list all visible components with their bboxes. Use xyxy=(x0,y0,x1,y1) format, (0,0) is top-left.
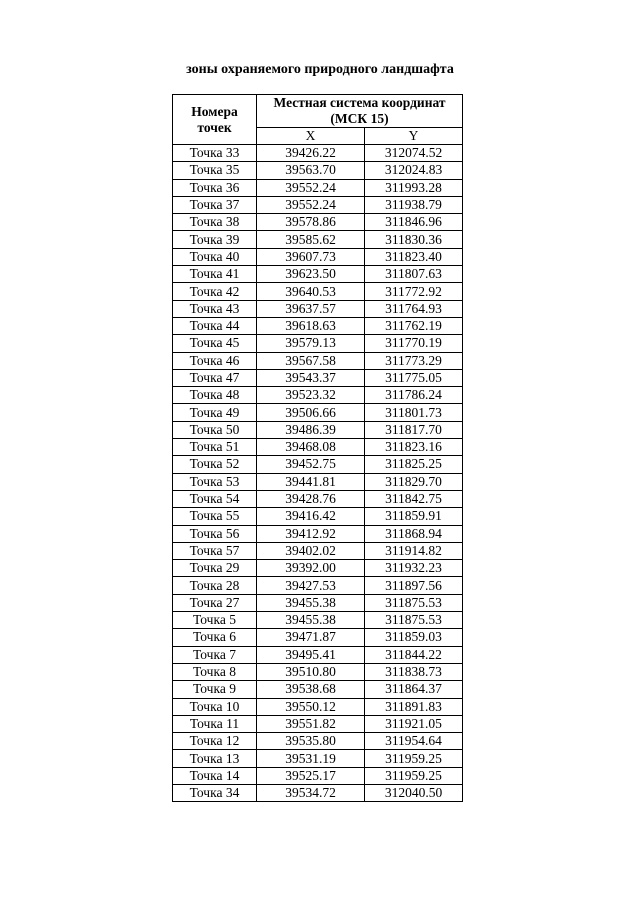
cell-point: Точка 12 xyxy=(173,733,257,750)
table-row xyxy=(173,629,463,646)
cell-y: 311764.93 xyxy=(365,300,463,317)
cell-point: Точка 5 xyxy=(173,612,257,629)
cell-y: 312040.50 xyxy=(365,784,463,801)
cell-point: Точка 50 xyxy=(173,421,257,438)
cell-point: Точка 49 xyxy=(173,404,257,421)
table-row xyxy=(173,698,463,715)
table-row xyxy=(173,508,463,525)
cell-point: Точка 54 xyxy=(173,490,257,507)
cell-x: 39427.53 xyxy=(257,577,365,594)
cell-x: 39585.62 xyxy=(257,231,365,248)
cell-y: 311891.83 xyxy=(365,698,463,715)
cell-x: 39455.38 xyxy=(257,612,365,629)
table-row xyxy=(173,681,463,698)
cell-x: 39525.17 xyxy=(257,767,365,784)
cell-y: 311864.37 xyxy=(365,681,463,698)
cell-point: Точка 42 xyxy=(173,283,257,300)
cell-x: 39567.58 xyxy=(257,352,365,369)
table-row xyxy=(173,162,463,179)
table-row xyxy=(173,542,463,559)
cell-y: 311993.28 xyxy=(365,179,463,196)
cell-x: 39506.66 xyxy=(257,404,365,421)
table-row xyxy=(173,594,463,611)
cell-x: 39412.92 xyxy=(257,525,365,542)
header-coordinate-system xyxy=(257,95,463,128)
cell-y: 311838.73 xyxy=(365,663,463,680)
cell-point: Точка 36 xyxy=(173,179,257,196)
table-row xyxy=(173,387,463,404)
table-row xyxy=(173,352,463,369)
table-row xyxy=(173,490,463,507)
cell-point: Точка 38 xyxy=(173,214,257,231)
cell-point: Точка 7 xyxy=(173,646,257,663)
table-row xyxy=(173,715,463,732)
cell-point: Точка 34 xyxy=(173,784,257,801)
cell-point: Точка 45 xyxy=(173,335,257,352)
cell-y: 311772.92 xyxy=(365,283,463,300)
cell-x: 39471.87 xyxy=(257,629,365,646)
cell-point: Точка 6 xyxy=(173,629,257,646)
table-row xyxy=(173,560,463,577)
table-row xyxy=(173,733,463,750)
cell-point: Точка 8 xyxy=(173,663,257,680)
cell-point: Точка 41 xyxy=(173,266,257,283)
header-point-numbers xyxy=(173,95,257,145)
header-points-line1: Номера xyxy=(191,103,238,119)
table-row xyxy=(173,767,463,784)
cell-x: 39623.50 xyxy=(257,266,365,283)
table-row xyxy=(173,317,463,334)
cell-point: Точка 29 xyxy=(173,560,257,577)
cell-y: 311770.19 xyxy=(365,335,463,352)
cell-point: Точка 11 xyxy=(173,715,257,732)
header-y: Y xyxy=(365,128,463,145)
cell-point: Точка 48 xyxy=(173,387,257,404)
table-row xyxy=(173,525,463,542)
cell-point: Точка 9 xyxy=(173,681,257,698)
cell-y: 311846.96 xyxy=(365,214,463,231)
cell-y: 311773.29 xyxy=(365,352,463,369)
cell-point: Точка 51 xyxy=(173,439,257,456)
cell-y: 311954.64 xyxy=(365,733,463,750)
cell-x: 39452.75 xyxy=(257,456,365,473)
cell-x: 39640.53 xyxy=(257,283,365,300)
cell-x: 39607.73 xyxy=(257,248,365,265)
cell-x: 39618.63 xyxy=(257,317,365,334)
table-row xyxy=(173,404,463,421)
cell-y: 311842.75 xyxy=(365,490,463,507)
cell-x: 39441.81 xyxy=(257,473,365,490)
cell-point: Точка 14 xyxy=(173,767,257,784)
cell-x: 39428.76 xyxy=(257,490,365,507)
cell-y: 311825.25 xyxy=(365,456,463,473)
cell-point: Точка 35 xyxy=(173,162,257,179)
cell-x: 39392.00 xyxy=(257,560,365,577)
cell-x: 39523.32 xyxy=(257,387,365,404)
cell-x: 39416.42 xyxy=(257,508,365,525)
cell-y: 311932.23 xyxy=(365,560,463,577)
cell-y: 311868.94 xyxy=(365,525,463,542)
cell-point: Точка 46 xyxy=(173,352,257,369)
table-row xyxy=(173,196,463,213)
cell-y: 311914.82 xyxy=(365,542,463,559)
cell-point: Точка 47 xyxy=(173,369,257,386)
cell-x: 39637.57 xyxy=(257,300,365,317)
cell-x: 39426.22 xyxy=(257,145,365,162)
table-row xyxy=(173,612,463,629)
table-body xyxy=(173,145,463,802)
cell-x: 39552.24 xyxy=(257,179,365,196)
cell-x: 39468.08 xyxy=(257,439,365,456)
cell-x: 39486.39 xyxy=(257,421,365,438)
cell-y: 311859.03 xyxy=(365,629,463,646)
table-row xyxy=(173,335,463,352)
cell-x: 39534.72 xyxy=(257,784,365,801)
cell-y: 311807.63 xyxy=(365,266,463,283)
cell-y: 311897.56 xyxy=(365,577,463,594)
cell-x: 39402.02 xyxy=(257,542,365,559)
header-coords-line1: Местная система координат xyxy=(273,95,446,110)
header-x: X xyxy=(257,128,365,145)
table-row xyxy=(173,283,463,300)
table-row xyxy=(173,421,463,438)
coordinates-table xyxy=(172,94,463,802)
cell-point: Точка 13 xyxy=(173,750,257,767)
table-row xyxy=(173,750,463,767)
cell-y: 311830.36 xyxy=(365,231,463,248)
cell-y: 311775.05 xyxy=(365,369,463,386)
cell-y: 312024.83 xyxy=(365,162,463,179)
table-row xyxy=(173,456,463,473)
cell-point: Точка 27 xyxy=(173,594,257,611)
cell-x: 39550.12 xyxy=(257,698,365,715)
table-row xyxy=(173,473,463,490)
table-row xyxy=(173,231,463,248)
cell-point: Точка 40 xyxy=(173,248,257,265)
cell-y: 312074.52 xyxy=(365,145,463,162)
cell-x: 39531.19 xyxy=(257,750,365,767)
cell-y: 311921.05 xyxy=(365,715,463,732)
table-row xyxy=(173,266,463,283)
table-row xyxy=(173,784,463,801)
cell-y: 311817.70 xyxy=(365,421,463,438)
cell-x: 39538.68 xyxy=(257,681,365,698)
cell-y: 311823.40 xyxy=(365,248,463,265)
cell-y: 311801.73 xyxy=(365,404,463,421)
table-header xyxy=(173,95,463,145)
table-row xyxy=(173,300,463,317)
table-row xyxy=(173,577,463,594)
cell-x: 39552.24 xyxy=(257,196,365,213)
cell-point: Точка 53 xyxy=(173,473,257,490)
table-row xyxy=(173,439,463,456)
cell-x: 39563.70 xyxy=(257,162,365,179)
cell-point: Точка 56 xyxy=(173,525,257,542)
table-row xyxy=(173,179,463,196)
cell-y: 311959.25 xyxy=(365,767,463,784)
header-points-line2: точек xyxy=(197,119,232,135)
cell-y: 311844.22 xyxy=(365,646,463,663)
cell-x: 39495.41 xyxy=(257,646,365,663)
cell-x: 39579.13 xyxy=(257,335,365,352)
table-row xyxy=(173,646,463,663)
cell-x: 39535.80 xyxy=(257,733,365,750)
cell-point: Точка 44 xyxy=(173,317,257,334)
cell-point: Точка 52 xyxy=(173,456,257,473)
cell-x: 39578.86 xyxy=(257,214,365,231)
cell-point: Точка 43 xyxy=(173,300,257,317)
cell-x: 39455.38 xyxy=(257,594,365,611)
table-row xyxy=(173,248,463,265)
cell-point: Точка 28 xyxy=(173,577,257,594)
cell-x: 39510.80 xyxy=(257,663,365,680)
table-row xyxy=(173,214,463,231)
cell-y: 311875.53 xyxy=(365,612,463,629)
cell-point: Точка 55 xyxy=(173,508,257,525)
document-title: зоны охраняемого природного ландшафта xyxy=(186,62,454,77)
cell-point: Точка 37 xyxy=(173,196,257,213)
header-coords-line2: (МСК 15) xyxy=(330,111,389,126)
cell-y: 311823.16 xyxy=(365,439,463,456)
cell-y: 311938.79 xyxy=(365,196,463,213)
cell-point: Точка 10 xyxy=(173,698,257,715)
cell-y: 311786.24 xyxy=(365,387,463,404)
table-row xyxy=(173,145,463,162)
cell-y: 311829.70 xyxy=(365,473,463,490)
cell-x: 39543.37 xyxy=(257,369,365,386)
cell-point: Точка 39 xyxy=(173,231,257,248)
cell-x: 39551.82 xyxy=(257,715,365,732)
cell-point: Точка 57 xyxy=(173,542,257,559)
cell-point: Точка 33 xyxy=(173,145,257,162)
cell-y: 311959.25 xyxy=(365,750,463,767)
cell-y: 311762.19 xyxy=(365,317,463,334)
table-row xyxy=(173,663,463,680)
cell-y: 311875.53 xyxy=(365,594,463,611)
cell-y: 311859.91 xyxy=(365,508,463,525)
table-row xyxy=(173,369,463,386)
